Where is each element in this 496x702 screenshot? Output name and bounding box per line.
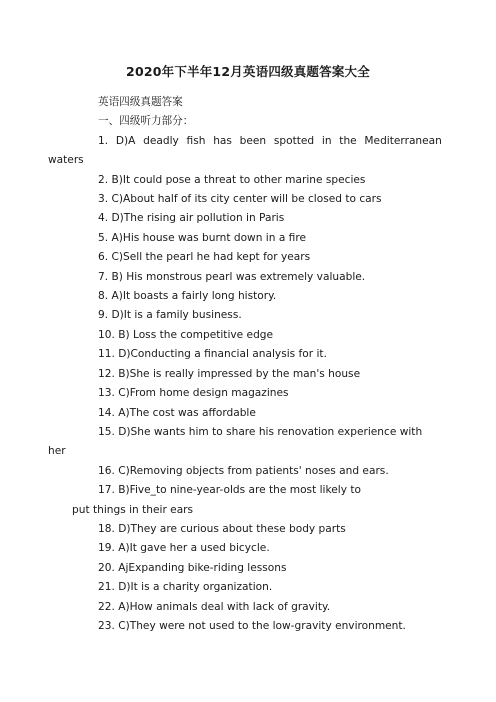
answer-item-23: 23. C)They were not used to the low-gravity environment. [98,619,406,632]
answer-item-18: 18. D)They are curious about these body parts [98,522,346,535]
answer-item-13: 13. C)From home design magazines [98,387,289,400]
answer-item-3: 3. C)About half of its city center will be closed to cars [98,193,382,206]
answer-item-1-continuation: waters [48,154,84,167]
answer-item-14: 14. A)The cost was affordable [98,406,256,419]
word: fish [186,134,206,147]
answer-item-16: 16. C)Removing objects from patients' noses and ears. [98,464,389,477]
document-body [48,93,442,636]
answer-item-22: 22. A)How animals deal with lack of gravity. [98,600,331,613]
word: deadly [143,134,179,147]
section-heading: 英语四级真题答案 [98,96,183,108]
word: 1. [98,134,109,147]
answer-item-21: 21. D)It is a charity organization. [98,581,273,594]
word: Mediterranean [364,134,442,147]
word: spotted [273,134,315,147]
answer-item-5: 5. A)His house was burnt down in a fire [98,231,307,244]
word: the [339,134,357,147]
answer-item-9: 9. D)It is a family business. [98,309,242,322]
word: has [213,134,232,147]
answer-item-4: 4. D)The rising air pollution in Paris [98,212,285,225]
answer-item-2: 2. B)It could pose a threat to other marine species [98,173,366,186]
answer-item-6: 6. C)Sell the pearl he had kept for years [98,251,311,264]
answer-item-19: 19. A)It gave her a used bicycle. [98,542,270,555]
answer-item-15-continuation: her [48,445,66,458]
answer-item-11: 11. D)Conducting a financial analysis for it. [98,348,327,361]
answer-item-20: 20. AjExpanding bike-riding lessons [98,561,287,574]
answer-item-17: 17. B)Five_to nine-year-olds are the most likely to [98,484,361,497]
word: been [239,134,267,147]
word: D)A [115,134,136,147]
answer-item-15: 15. D)She wants him to share his renovation experience with [98,425,423,438]
subsection-heading: 一、四级听力部分： [98,115,194,128]
word: in [321,134,332,147]
document-title: 2020年下半年12月英语四级真题答案大全 [126,64,370,79]
answer-item-1 [60,132,442,151]
answer-item-10: 10. B) Loss the competitive edge [98,328,274,341]
answer-item-8: 8. A)It boasts a fairly long history. [98,290,277,303]
answer-item-7: 7. B) His monstrous pearl was extremely valuable. [98,270,366,283]
answer-item-17-continuation: put things in their ears [72,503,194,516]
answer-item-12: 12. B)She is really impressed by the man's house [98,367,361,380]
